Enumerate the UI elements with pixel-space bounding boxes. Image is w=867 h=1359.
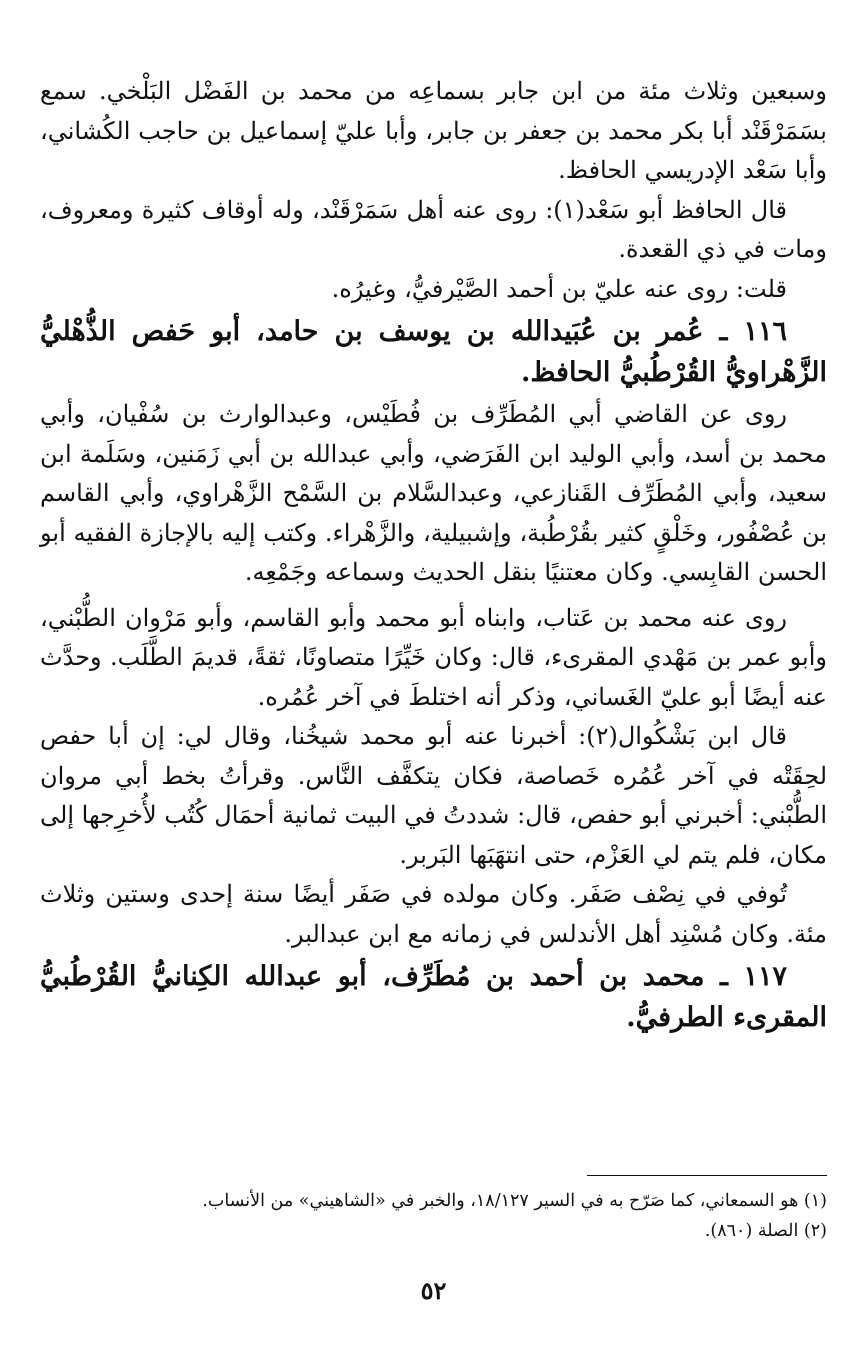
paragraph-editor-note: قلت: روى عنه عليّ بن أحمد الصَّيْرفيُّ، وغيرُه. — [331, 274, 787, 303]
page-number: ٥٢ — [420, 1276, 447, 1305]
entry-heading-117: ١١٧ ـ محمد بن أحمد بن مُطَرِّف، أبو عبدالله الكِنانيُّ القُرْطُبيُّ المقرىء الطرفيُّ. — [40, 961, 827, 1033]
paragraph-116-ibn-bashkuwal: قال ابن بَشْكُوال(٢): أخبرنا عنه أبو محمد شيخُنا، وقال لي: إن أبا حفص لحِقَتْه في آخر عُمُره خَصاصة، فكان يتكفَّف النَّاس. وقرأتُ بخط أبي مروان الطُّبْني: أخبرني أبو حفص، قال: شددتُ في البيت ثمانية أحمَال كُتُب لأُخرِجها إلى مكان، فلم يتم لي العَزْم، حتى انتهَبَها البَربر. — [40, 722, 828, 869]
paragraph-116-teachers: روى عن القاضي أبي المُطَرِّف بن فُطَيْس، وعبدالوارث بن سُفْيان، وأبي محمد بن أسد، وأبي الوليد ابن الفَرَضي، وأبي عبدالله بن أبي زَمَنين، وسَلَمة ابن سعيد، وأبي المُطَرِّف القَنازعي، وعبدالسَّلام بن السَّمْح الزَّهْراوي، وأبي القاسم بن عُصْفُور، وخَلْقٍ كثير بقُرْطُبة، وإشبيلية، والزَّهْراء. وكتب إليه بالإجازة الفقيه أبو الحسن القابِسي. وكان معتنيًا بنقل الحديث وسماعه وجَمْعِه. — [40, 400, 827, 586]
entry-heading-116: ١١٦ ـ عُمر بن عُبَيدالله بن يوسف بن حامد، أبو حَفص الذُّهْليُّ الزَّهْراويُّ القُرْطُبيُّ الحافظ. — [40, 316, 827, 388]
footnote-divider — [587, 1175, 827, 1176]
paragraph-continuation: وسبعين وثلاث مئة من ابن جابر بسماعِه من محمد بن الفَضْل البَلْخي. سمع بسَمَرْقَنْد أبا بكر محمد بن جعفر بن جابر، وأبا عليّ إسماعيل بن حاجب الكُشاني، وأبا سَعْد الإدريسي الحافظ. — [40, 77, 827, 184]
footnote-1: (١) هو السمعاني، كما صَرّح به في السير ١٨/١٢٧، والخبر في «الشاهيني» من الأنساب. — [202, 1191, 827, 1211]
footnote-2: (٢) الصلة (٨٦٠). — [704, 1221, 827, 1241]
paragraph-116-death: تُوفي في نِصْف صَفَر. وكان مولده في صَفَر أيضًا سنة إحدى وستين وثلاث مئة. وكان مُسْنِد أهل الأندلس في زمانه مع ابن عبدالبر. — [40, 880, 827, 948]
paragraph-abu-saad-quote: قال الحافظ أبو سَعْد(١): روى عنه أهل سَمَرْقَنْد، وله أوقاف كثيرة ومعروف، ومات في ذي القعدة. — [40, 195, 827, 263]
paragraph-116-students: روى عنه محمد بن عَتاب، وابناه أبو محمد وأبو القاسم، وأبو مَرْوان الطُّبْني، وأبو عمر بن مَهْدي المقرىء، قال: وكان خَيِّرًا متصاونًا، ثقةً، قديمَ الطَّلَب. وحدَّث عنه أيضًا أبو عليّ الغَساني، وذكر أنه اختلطَ في آخر عُمُره. — [40, 603, 827, 711]
page-body — [40, 72, 827, 1040]
footnotes — [40, 1186, 827, 1246]
